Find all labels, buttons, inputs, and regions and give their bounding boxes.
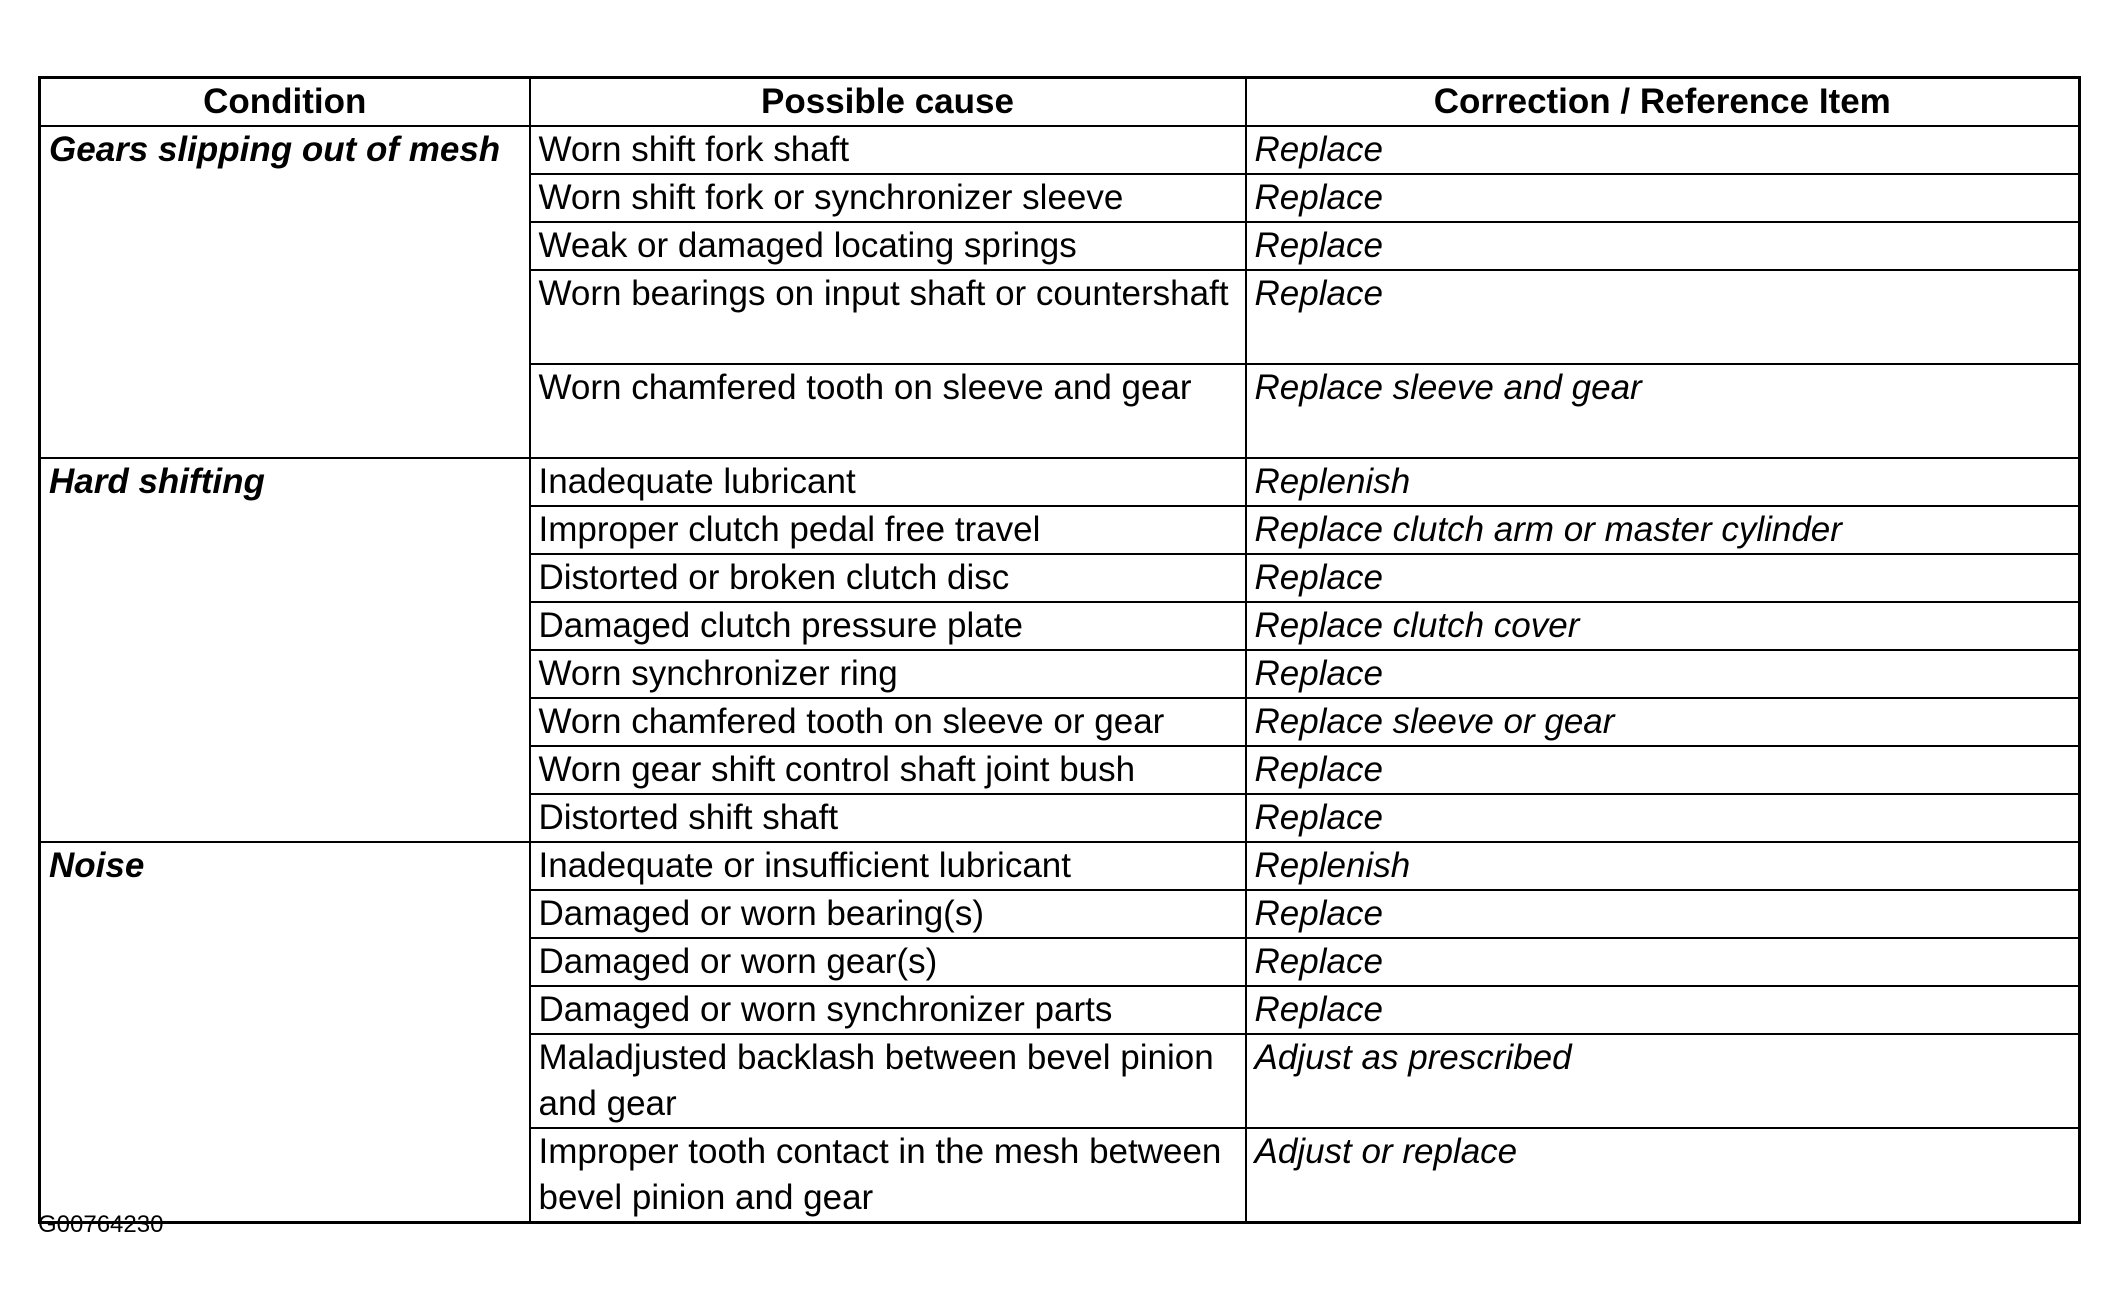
correction-cell: Replace [1246, 890, 2080, 938]
correction-cell: Adjust as prescribed [1246, 1034, 2080, 1128]
correction-cell: Adjust or replace [1246, 1128, 2080, 1223]
possible-cause-cell: Distorted shift shaft [530, 794, 1246, 842]
possible-cause-cell: Inadequate lubricant [530, 458, 1246, 506]
figure-code: G00764230 [38, 1211, 164, 1238]
correction-cell: Replace [1246, 650, 2080, 698]
correction-cell: Replace [1246, 126, 2080, 174]
correction-cell: Replenish [1246, 458, 2080, 506]
correction-cell: Replace [1246, 746, 2080, 794]
possible-cause-cell: Worn shift fork shaft [530, 126, 1246, 174]
correction-cell: Replace sleeve or gear [1246, 698, 2080, 746]
possible-cause-cell: Distorted or broken clutch disc [530, 554, 1246, 602]
header-condition: Condition [40, 78, 530, 127]
table-body [40, 126, 2080, 1223]
correction-cell: Replace [1246, 222, 2080, 270]
possible-cause-cell: Worn chamfered tooth on sleeve and gear [530, 364, 1246, 458]
possible-cause-cell: Maladjusted backlash between bevel pinion and gear [530, 1034, 1246, 1128]
possible-cause-cell: Inadequate or insufficient lubricant [530, 842, 1246, 890]
header-possible-cause: Possible cause [530, 78, 1246, 127]
correction-cell: Replace [1246, 986, 2080, 1034]
possible-cause-cell: Damaged or worn synchronizer parts [530, 986, 1246, 1034]
possible-cause-cell: Damaged or worn gear(s) [530, 938, 1246, 986]
possible-cause-cell: Worn chamfered tooth on sleeve or gear [530, 698, 1246, 746]
table-header [40, 78, 2080, 127]
correction-cell: Replace [1246, 554, 2080, 602]
troubleshooting-table [38, 76, 2081, 1224]
table-row [40, 842, 2080, 890]
possible-cause-cell: Worn bearings on input shaft or countershaft [530, 270, 1246, 364]
condition-cell: Hard shifting [40, 458, 530, 842]
condition-cell: Gears slipping out of mesh [40, 126, 530, 458]
header-correction: Correction / Reference Item [1246, 78, 2080, 127]
table-row [40, 458, 2080, 506]
condition-cell: Noise [40, 842, 530, 1223]
header-row [40, 78, 2080, 127]
table-row [40, 126, 2080, 174]
correction-cell: Replace sleeve and gear [1246, 364, 2080, 458]
possible-cause-cell: Improper clutch pedal free travel [530, 506, 1246, 554]
possible-cause-cell: Worn gear shift control shaft joint bush [530, 746, 1246, 794]
correction-cell: Replace [1246, 794, 2080, 842]
correction-cell: Replace clutch cover [1246, 602, 2080, 650]
correction-cell: Replace [1246, 938, 2080, 986]
possible-cause-cell: Weak or damaged locating springs [530, 222, 1246, 270]
correction-cell: Replace [1246, 270, 2080, 364]
possible-cause-cell: Damaged or worn bearing(s) [530, 890, 1246, 938]
correction-cell: Replace [1246, 174, 2080, 222]
correction-cell: Replenish [1246, 842, 2080, 890]
correction-cell: Replace clutch arm or master cylinder [1246, 506, 2080, 554]
possible-cause-cell: Damaged clutch pressure plate [530, 602, 1246, 650]
possible-cause-cell: Worn shift fork or synchronizer sleeve [530, 174, 1246, 222]
possible-cause-cell: Worn synchronizer ring [530, 650, 1246, 698]
possible-cause-cell: Improper tooth contact in the mesh between bevel pinion and gear [530, 1128, 1246, 1223]
